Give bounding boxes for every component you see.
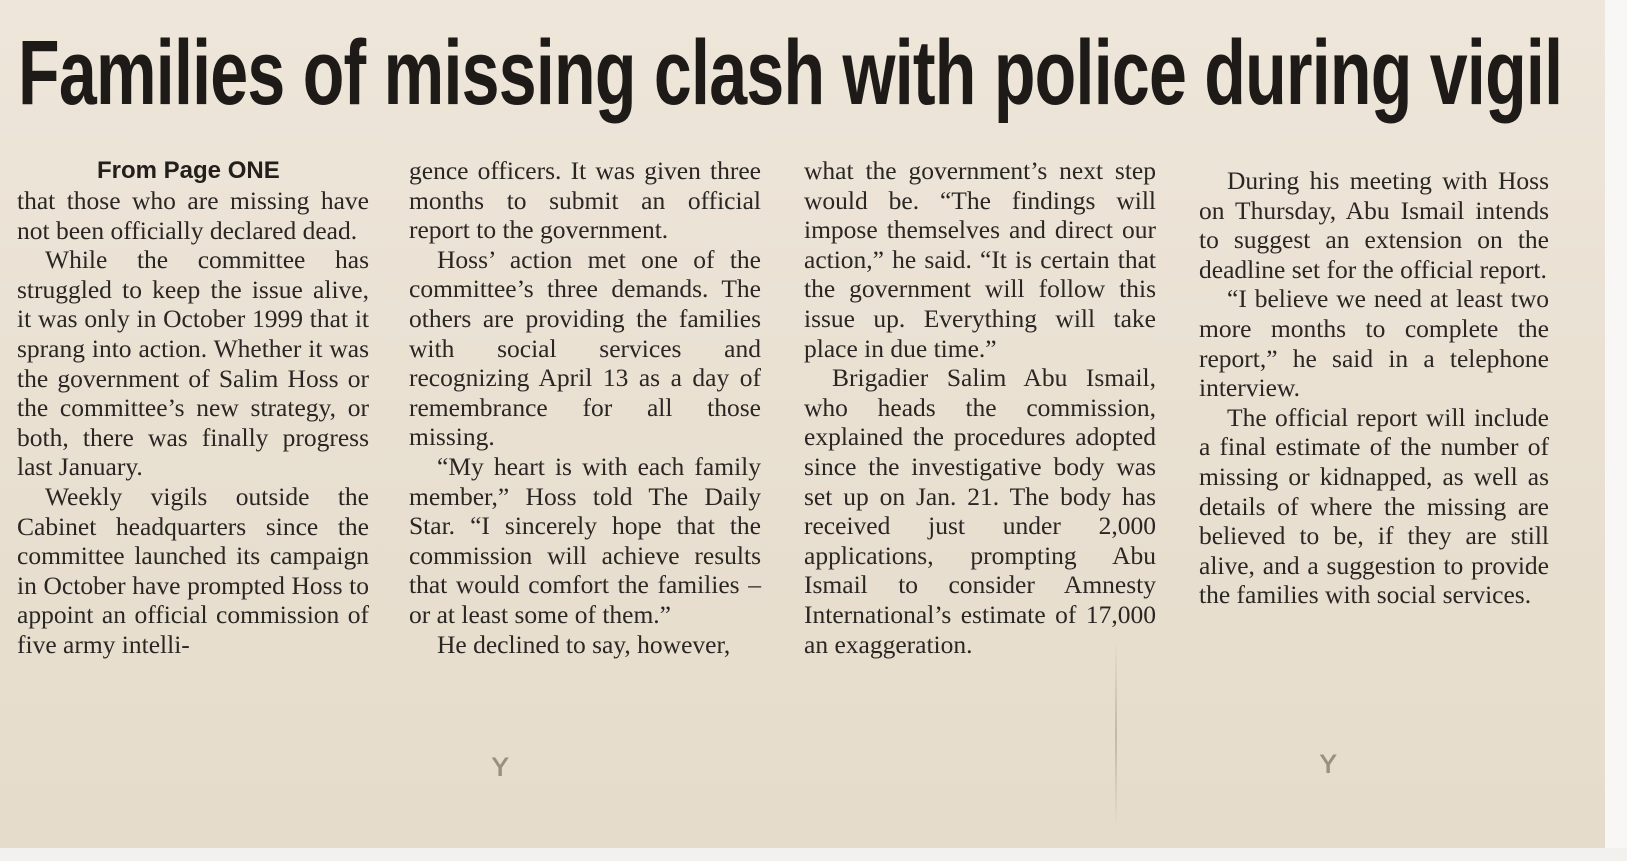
page-edge <box>0 848 1627 861</box>
fold-mark-icon: ʏ <box>1318 742 1339 782</box>
paragraph: “I believe we need at least two more months to complete the report,” he said in a telephone interview. <box>1199 284 1549 403</box>
jump-label: From Page ONE <box>97 157 280 184</box>
paragraph: During his meeting with Hoss on Thursday, Abu Ismail intends to suggest an extension on the deadline set for the official report. <box>1199 166 1549 284</box>
article-headline: Families of missing clash with police during vigil <box>18 22 1563 124</box>
paragraph: Brigadier Salim Abu Ismail, who heads the commission, explained the procedures adopted since the investigative body was set up on Jan. 21. The body has received just under 2,000 applications, prompting Abu Ismail to consider Amnesty International’s estimate of 17,000 an exaggeration. <box>804 363 1156 659</box>
article-column-4 <box>1199 166 1549 610</box>
paragraph: what the government’s next step would be. “The findings will impose themselves and direct our action,” he said. “It is certain that the government will follow this issue up. Everything will take place in due time.” <box>804 156 1156 363</box>
paragraph: that those who are missing have not been officially declared dead. <box>17 186 369 245</box>
paragraph: “My heart is with each family member,” Hoss told The Daily Star. “I sincerely hope that the commission will achieve results that would comfort the families – or at least some of them.” <box>409 451 761 629</box>
paragraph: Hoss’ action met one of the committee’s three demands. The others are providing the families with social services and recognizing April 13 as a day of remembrance for all those missing. <box>409 244 761 452</box>
paragraph: While the committee has struggled to keep the issue alive, it was only in October 1999 that it sprang into action. Whether it was the government of Salim Hoss or the committee’s new strategy, or both, there was finally progress last January. <box>17 245 369 482</box>
article-column-3 <box>804 156 1156 659</box>
article-column-1 <box>17 156 369 660</box>
paper-crease <box>1115 640 1117 830</box>
paragraph: Weekly vigils outside the Cabinet headquarters since the committee launched its campaign in October have prompted Hoss to appoint an official commission of five army intelli- <box>17 481 369 659</box>
paragraph: gence officers. It was given three months to submit an official report to the government. <box>409 156 761 245</box>
paragraph: He declined to say, however, <box>437 629 731 659</box>
fold-mark-icon: ʏ <box>490 745 511 785</box>
article-column-2 <box>409 156 761 659</box>
paragraph: The official report will include a final estimate of the number of missing or kidnapped, as well as details of where the missing are believed to be, if they are still alive, and a suggestion to provide the families with social services. <box>1199 402 1549 610</box>
page-edge <box>1605 0 1627 861</box>
